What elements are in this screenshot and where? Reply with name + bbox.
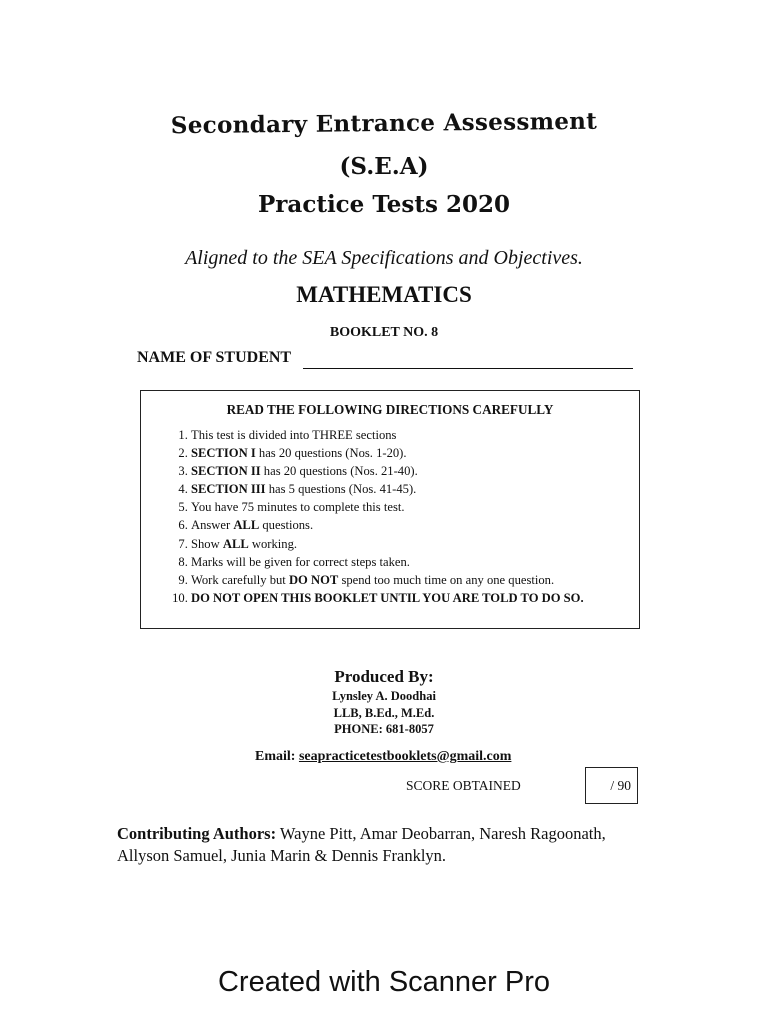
- title-line-1: Secondary Entrance Assessment: [170, 107, 598, 140]
- subject-heading: MATHEMATICS: [296, 282, 472, 307]
- title-line-3: Practice Tests 2020: [258, 191, 510, 218]
- direction-item: 5. You have 75 minutes to complete this test.: [191, 498, 584, 516]
- direction-item: 9. Work carefully but DO NOT spend too much time on any one question.: [191, 571, 584, 589]
- direction-item: 1. This test is divided into THREE sections: [191, 426, 584, 444]
- scanner-watermark: Created with Scanner Pro: [217, 966, 551, 998]
- direction-item: 2. SECTION I has 20 questions (Nos. 1-20).: [191, 444, 584, 462]
- direction-item: 3. SECTION II has 20 questions (Nos. 21-40).: [191, 462, 584, 480]
- producer-qualifications: LLB, B.Ed., M.Ed.: [333, 706, 435, 720]
- authors-label: Contributing Authors:: [117, 824, 277, 843]
- direction-item: 4. SECTION III has 5 questions (Nos. 41-45).: [191, 480, 584, 498]
- direction-item: 7. Show ALL working.: [191, 535, 584, 553]
- email-line: [255, 749, 511, 765]
- booklet-number: BOOKLET NO. 8: [329, 325, 439, 340]
- direction-item: 10. DO NOT OPEN THIS BOOKLET UNTIL YOU ARE TOLD TO DO SO.: [191, 589, 584, 607]
- title-line-2: (S.E.A): [339, 153, 429, 180]
- contributing-authors: [117, 823, 657, 867]
- direction-item: 6. Answer ALL questions.: [191, 516, 584, 534]
- produced-by-heading: Produced By:: [334, 667, 434, 686]
- student-name-line: [303, 368, 633, 369]
- aligned-subtitle: Aligned to the SEA Specifications and Objectives.: [185, 247, 583, 269]
- directions-list: [141, 426, 584, 607]
- producer-phone: PHONE: 681-8057: [334, 722, 434, 736]
- score-box: / 90: [585, 767, 638, 804]
- producer-name: Lynsley A. Doodhai: [332, 689, 436, 703]
- direction-item: 8. Marks will be given for correct steps taken.: [191, 553, 584, 571]
- email-address: seapracticetestbooklets@gmail.com: [298, 749, 512, 764]
- student-name-label: NAME OF STUDENT: [137, 349, 292, 366]
- directions-box: [140, 390, 640, 629]
- score-label: SCORE OBTAINED: [406, 778, 521, 793]
- directions-heading: READ THE FOLLOWING DIRECTIONS CAREFULLY: [226, 402, 554, 417]
- email-label: Email:: [255, 749, 296, 764]
- authors-names: Wayne Pitt, Amar Deobarran, Naresh Ragoonath, Allyson Samuel, Junia Marin & Dennis Franklyn.: [117, 824, 606, 865]
